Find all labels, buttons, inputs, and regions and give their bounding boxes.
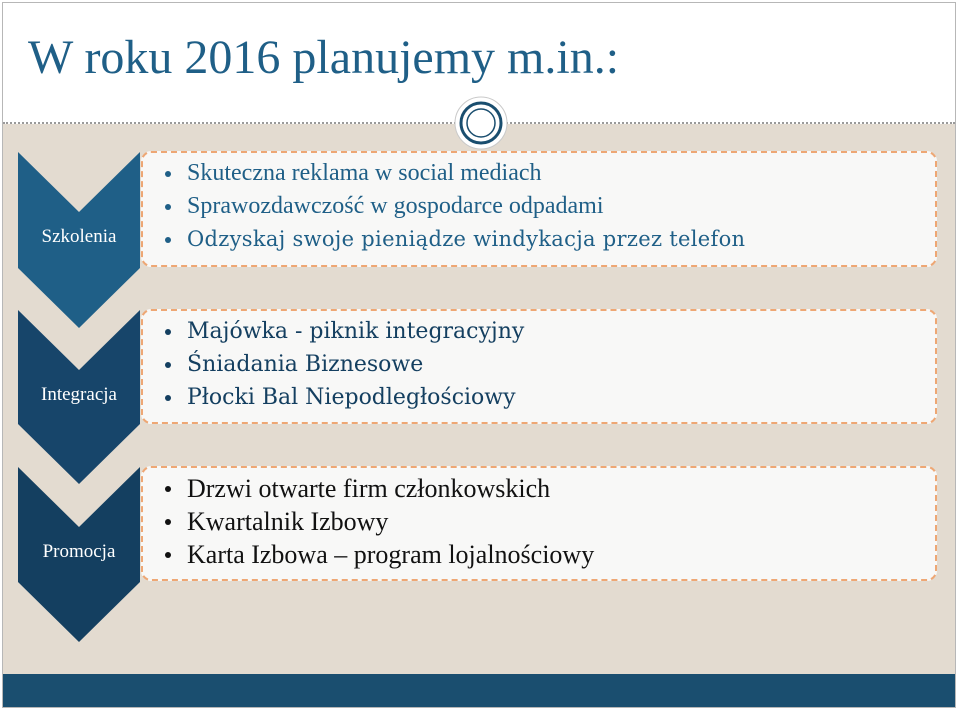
list-item: Skuteczna reklama w social mediach <box>163 157 935 190</box>
bullet-list-promocja <box>163 472 935 571</box>
section-label-integracja: Integracja <box>41 384 117 405</box>
list-item: Odzyskaj swoje pieniądze windykacja przez telefon <box>163 223 935 256</box>
bullet-list-szkolenia <box>163 157 935 256</box>
bullet-list-integracja <box>163 315 935 414</box>
list-item: Kwartalnik Izbowy <box>163 505 935 538</box>
list-item: Śniadania Biznesowe <box>163 348 935 381</box>
list-item: Sprawozdawczość w gospodarce odpadami <box>163 190 935 223</box>
list-item: Karta Izbowa – program lojalnościowy <box>163 538 935 571</box>
page-title: W roku 2016 planujemy m.in.: <box>28 31 620 84</box>
list-item: Płocki Bal Niepodległościowy <box>163 381 935 414</box>
section-box-szkolenia <box>141 151 937 267</box>
list-item: Drzwi otwarte firm członkowskich <box>163 472 935 505</box>
section-box-promocja <box>141 466 937 581</box>
section-box-integracja <box>141 309 937 424</box>
list-item: Majówka - piknik integracyjny <box>163 315 935 348</box>
section-label-szkolenia: Szkolenia <box>41 226 117 247</box>
section-label-promocja: Promocja <box>42 541 116 562</box>
